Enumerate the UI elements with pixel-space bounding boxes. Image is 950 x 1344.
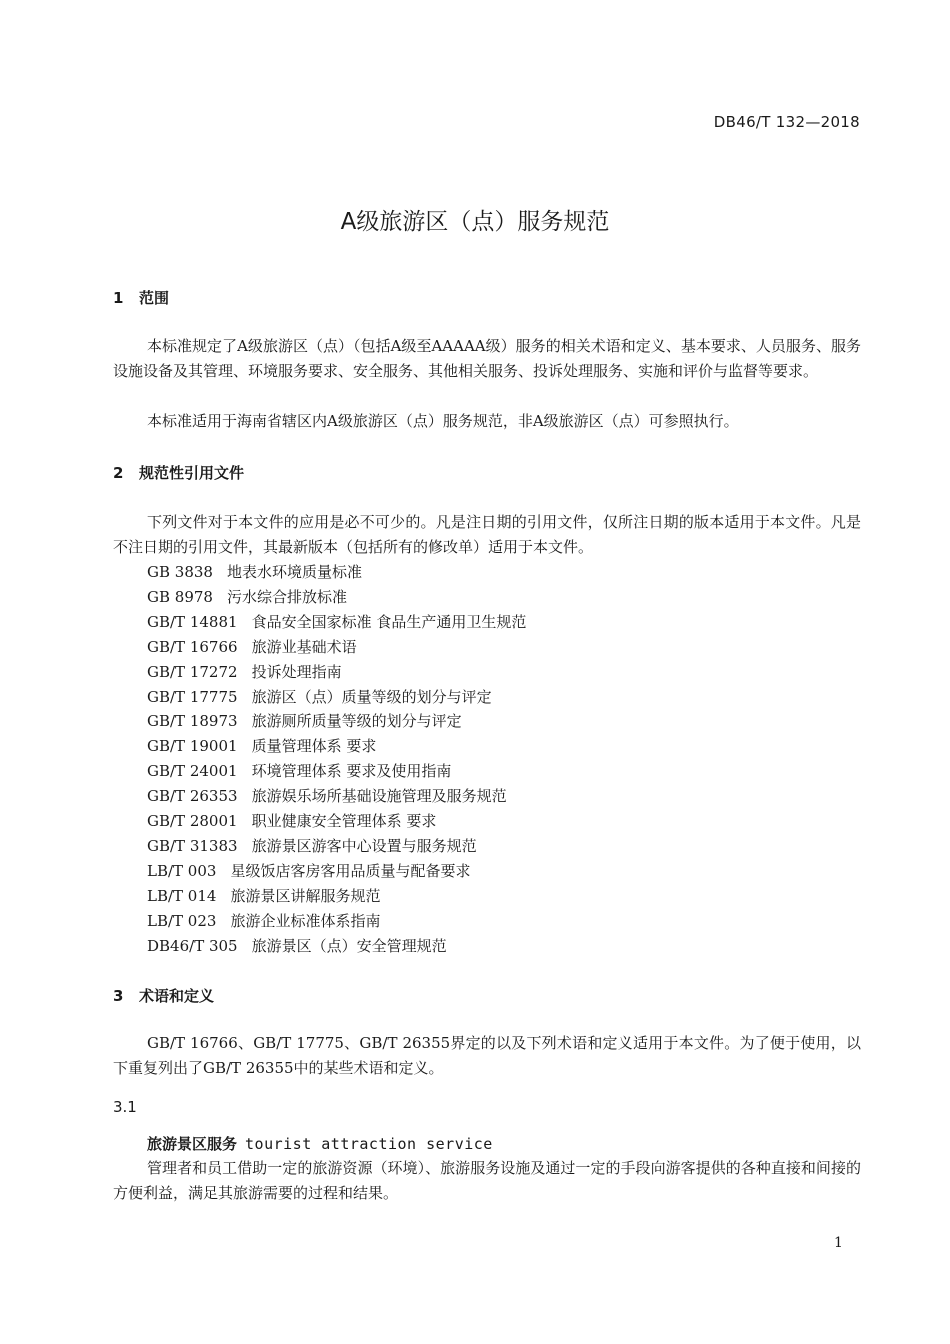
section-number: 2 xyxy=(113,464,124,482)
reference-item xyxy=(147,884,526,909)
reference-title: 旅游景区（点）安全管理规范 xyxy=(251,936,447,955)
reference-title: 旅游厕所质量等级的划分与评定 xyxy=(251,712,462,731)
reference-code: LB/T 003 xyxy=(147,861,217,880)
reference-title: 投诉处理指南 xyxy=(251,662,342,681)
reference-code: GB/T 28001 xyxy=(147,812,238,831)
reference-title: 旅游区（点）质量等级的划分与评定 xyxy=(251,687,492,706)
reference-title: 食品安全国家标准 食品生产通用卫生规范 xyxy=(251,612,527,631)
reference-item xyxy=(147,709,526,734)
section-3-heading xyxy=(113,985,214,1006)
section-title: 规范性引用文件 xyxy=(139,464,245,482)
reference-list xyxy=(147,560,526,959)
reference-title: 污水综合排放标准 xyxy=(226,587,347,606)
reference-title: 职业健康安全管理体系 要求 xyxy=(251,812,437,831)
reference-title: 环境管理体系 要求及使用指南 xyxy=(251,762,452,781)
reference-item xyxy=(147,610,526,635)
reference-code: GB/T 17775 xyxy=(147,687,238,706)
term-definition: 管理者和员工借助一定的旅游资源（环境）、旅游服务设施及通过一定的手段向游客提供的各种直接和间接的方便利益，满足其旅游需要的过程和结果。 xyxy=(113,1159,861,1202)
section-title: 范围 xyxy=(139,289,170,307)
terms-intro: GB/T 16766、GB/T 17775、GB/T 26355界定的以及下列术语和定义适用于本文件。为了便于使用，以下重复列出了GB/T 26355中的某些术语和定义。 xyxy=(113,1034,861,1077)
reference-code: GB/T 18973 xyxy=(147,712,238,731)
reference-item xyxy=(147,784,526,809)
normative-refs-intro: 下列文件对于本文件的应用是必不可少的。凡是注日期的引用文件，仅所注日期的版本适用于本文件。凡是不注日期的引用文件，其最新版本（包括所有的修改单）适用于本文件。 xyxy=(113,513,861,556)
reference-item xyxy=(147,759,526,784)
reference-title: 旅游景区讲解服务规范 xyxy=(230,886,381,905)
reference-item xyxy=(147,685,526,710)
reference-code: GB/T 14881 xyxy=(147,612,238,631)
term-heading xyxy=(147,1133,493,1154)
reference-title: 地表水环境质量标准 xyxy=(226,563,362,581)
reference-code: GB/T 17272 xyxy=(147,662,238,681)
term-chinese: 旅游景区服务 xyxy=(147,1135,238,1153)
reference-item xyxy=(147,585,526,610)
document-title: A级旅游区（点）服务规范 xyxy=(340,209,610,235)
reference-item xyxy=(147,934,526,959)
section-2-heading xyxy=(113,462,244,483)
page-number: 1 xyxy=(834,1235,843,1251)
scope-paragraph-2: 本标准适用于海南省辖区内A级旅游区（点）服务规范，非A级旅游区（点）可参照执行。 xyxy=(147,412,739,430)
reference-item xyxy=(147,834,526,859)
reference-title: 旅游娱乐场所基础设施管理及服务规范 xyxy=(251,787,507,806)
reference-code: GB 8978 xyxy=(147,587,213,606)
reference-title: 旅游业基础术语 xyxy=(251,637,357,656)
reference-code: GB/T 19001 xyxy=(147,737,238,756)
scope-paragraph-1: 本标准规定了A级旅游区（点）（包括A级至AAAAA级）服务的相关术语和定义、基本要求、人员服务、服务设施设备及其管理、环境服务要求、安全服务、其他相关服务、投诉处理服务、实施和评价与监督等要求。 xyxy=(113,337,861,380)
reference-item xyxy=(147,809,526,834)
section-number: 3 xyxy=(113,987,124,1005)
term-english: tourist attraction service xyxy=(245,1135,493,1153)
reference-title: 旅游企业标准体系指南 xyxy=(230,911,381,930)
subsection-number: 3.1 xyxy=(113,1098,137,1116)
reference-code: GB 3838 xyxy=(147,563,213,581)
section-title: 术语和定义 xyxy=(139,987,215,1005)
reference-item xyxy=(147,635,526,660)
reference-item xyxy=(147,734,526,759)
reference-item xyxy=(147,560,526,585)
reference-code: GB/T 24001 xyxy=(147,762,238,781)
reference-item xyxy=(147,660,526,685)
section-number: 1 xyxy=(113,289,124,307)
reference-code: GB/T 31383 xyxy=(147,836,238,855)
document-code: DB46/T 132—2018 xyxy=(713,113,860,131)
reference-title: 旅游景区游客中心设置与服务规范 xyxy=(251,836,477,855)
reference-code: LB/T 014 xyxy=(147,886,217,905)
reference-code: DB46/T 305 xyxy=(147,936,238,955)
reference-code: GB/T 26353 xyxy=(147,787,238,806)
reference-title: 星级饭店客房客用品质量与配备要求 xyxy=(230,861,471,880)
reference-item xyxy=(147,859,526,884)
reference-title: 质量管理体系 要求 xyxy=(251,737,377,756)
reference-code: GB/T 16766 xyxy=(147,637,238,656)
section-1-heading xyxy=(113,287,169,308)
reference-item xyxy=(147,909,526,934)
reference-code: LB/T 023 xyxy=(147,911,217,930)
